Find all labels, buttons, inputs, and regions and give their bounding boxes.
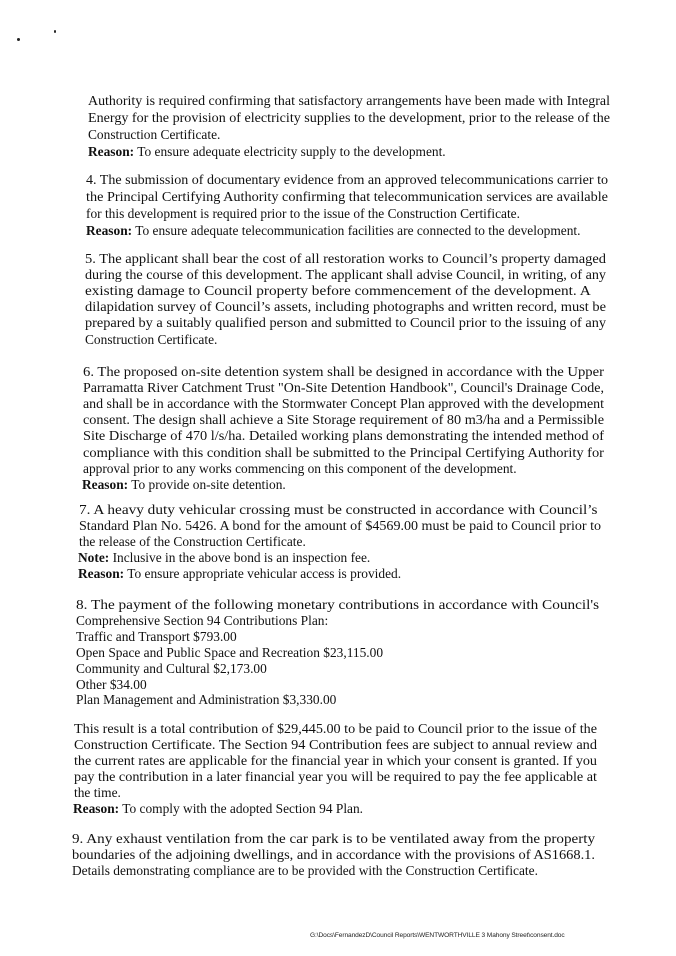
paragraph-line: Comprehensive Section 94 Contributions Plan: bbox=[76, 612, 329, 628]
paragraph-line: Parramatta River Catchment Trust "On-Site Detention Handbook", Council's Drainage Code, bbox=[83, 380, 604, 396]
paragraph-line: Open Space and Public Space and Recreation $23,115.00 bbox=[76, 644, 384, 660]
paragraph-line: 7. A heavy duty vehicular crossing must be constructed in accordance with Council’s bbox=[79, 502, 598, 517]
paragraph-line: 9. Any exhaust ventilation from the car park is to be ventilated away from the property bbox=[72, 831, 595, 846]
paragraph-line: approval prior to any works commencing on this component of the development. bbox=[83, 460, 517, 476]
scan-speck bbox=[17, 38, 20, 41]
paragraph-line: pay the contribution in a later financial year you will be required to pay the fee applicable at bbox=[74, 769, 597, 784]
paragraph-line: 6. The proposed on-site detention system shall be designed in accordance with the Upper bbox=[83, 364, 604, 379]
paragraph-line: compliance with this condition shall be submitted to the Principal Certifying Authority for bbox=[83, 444, 604, 460]
bold-label: Reason: bbox=[86, 223, 133, 238]
labeled-line bbox=[78, 566, 401, 581]
paragraph-line: Plan Management and Administration $3,330.00 bbox=[76, 692, 337, 708]
paragraph-line: existing damage to Council property before commencement of the development. A bbox=[85, 283, 591, 299]
paragraph-line: Community and Cultural $2,173.00 bbox=[76, 660, 267, 676]
label-text: To provide on-site detention. bbox=[128, 476, 286, 492]
labeled-line bbox=[88, 144, 446, 159]
paragraph-line: Authority is required confirming that satisfactory arrangements have been made with Integral bbox=[88, 93, 610, 108]
labeled-line bbox=[73, 801, 363, 816]
paragraph-line: Site Discharge of 470 l/s/ha. Detailed working plans demonstrating the intended method of bbox=[83, 428, 604, 444]
label-text: To ensure appropriate vehicular access is provided. bbox=[124, 566, 402, 581]
paragraph-line: Traffic and Transport $793.00 bbox=[76, 628, 237, 644]
paragraph-line: 8. The payment of the following monetary contributions in accordance with Council's bbox=[76, 597, 600, 612]
paragraph-line: and shall be in accordance with the Stormwater Concept Plan approved with the development bbox=[83, 396, 604, 412]
paragraph-line: boundaries of the adjoining dwellings, and in accordance with the provisions of AS1668.1. bbox=[72, 847, 595, 862]
paragraph-line: Construction Certificate. The Section 94 Contribution fees are subject to annual review and bbox=[74, 737, 597, 752]
bold-label: Reason: bbox=[78, 566, 125, 581]
paragraph-line: This result is a total contribution of $29,445.00 to be paid to Council prior to the issue of the bbox=[74, 721, 597, 736]
bold-label: Reason: bbox=[73, 801, 120, 816]
paragraph-line: Construction Certificate. bbox=[88, 127, 221, 142]
paragraph-line: 4. The submission of documentary evidence from an approved telecommunications carrier to bbox=[86, 172, 608, 187]
paragraph-line: prepared by a suitably qualified person and submitted to Council prior to the issuing of any bbox=[85, 315, 606, 331]
paragraph-line: the current rates are applicable for the financial year in which your consent is granted. If you bbox=[74, 753, 597, 768]
bold-label: Reason: bbox=[88, 144, 135, 159]
labeled-line bbox=[82, 477, 286, 492]
paragraph-line: the time. bbox=[74, 785, 121, 800]
paragraph-line: the release of the Construction Certificate. bbox=[79, 534, 306, 549]
paragraph-line: the Principal Certifying Authority confirming that telecommunication services are available bbox=[86, 189, 608, 204]
scan-speck bbox=[54, 30, 56, 33]
paragraph-line: consent. The design shall achieve a Site Storage requirement of 80 m3/ha and a Permissible bbox=[83, 412, 604, 428]
paragraph-line: during the course of this development. The applicant shall advise Council, in writing, of any bbox=[85, 267, 606, 283]
bold-label: Reason: bbox=[82, 476, 129, 492]
label-text: To ensure adequate electricity supply to the development. bbox=[134, 144, 446, 159]
paragraph-line: dilapidation survey of Council’s assets, including photographs and written record, must be bbox=[85, 299, 606, 315]
paragraph-line: 5. The applicant shall bear the cost of all restoration works to Council’s property damaged bbox=[85, 251, 606, 266]
file-path-footer: G:\Docs\FernandezD\Council Reports\WENTWORTHVILLE 3 Mahony Street\consent.doc bbox=[310, 932, 565, 939]
paragraph-line: Other $34.00 bbox=[76, 676, 147, 692]
bold-label: Note: bbox=[78, 550, 110, 565]
labeled-line bbox=[78, 550, 370, 565]
paragraph-line: for this development is required prior to the issue of the Construction Certificate. bbox=[86, 206, 520, 221]
paragraph-line: Energy for the provision of electricity supplies to the development, prior to the release of the bbox=[88, 110, 610, 125]
paragraph-line: Standard Plan No. 5426. A bond for the amount of $4569.00 must be paid to Council prior to bbox=[79, 518, 601, 533]
label-text: Inclusive in the above bond is an inspection fee. bbox=[109, 550, 371, 565]
paragraph-line: Details demonstrating compliance are to be provided with the Construction Certificate. bbox=[72, 863, 538, 878]
label-text: To ensure adequate telecommunication facilities are connected to the development. bbox=[132, 223, 581, 238]
label-text: To comply with the adopted Section 94 Plan. bbox=[119, 801, 364, 816]
paragraph-line: Construction Certificate. bbox=[85, 331, 218, 347]
labeled-line bbox=[86, 223, 580, 238]
